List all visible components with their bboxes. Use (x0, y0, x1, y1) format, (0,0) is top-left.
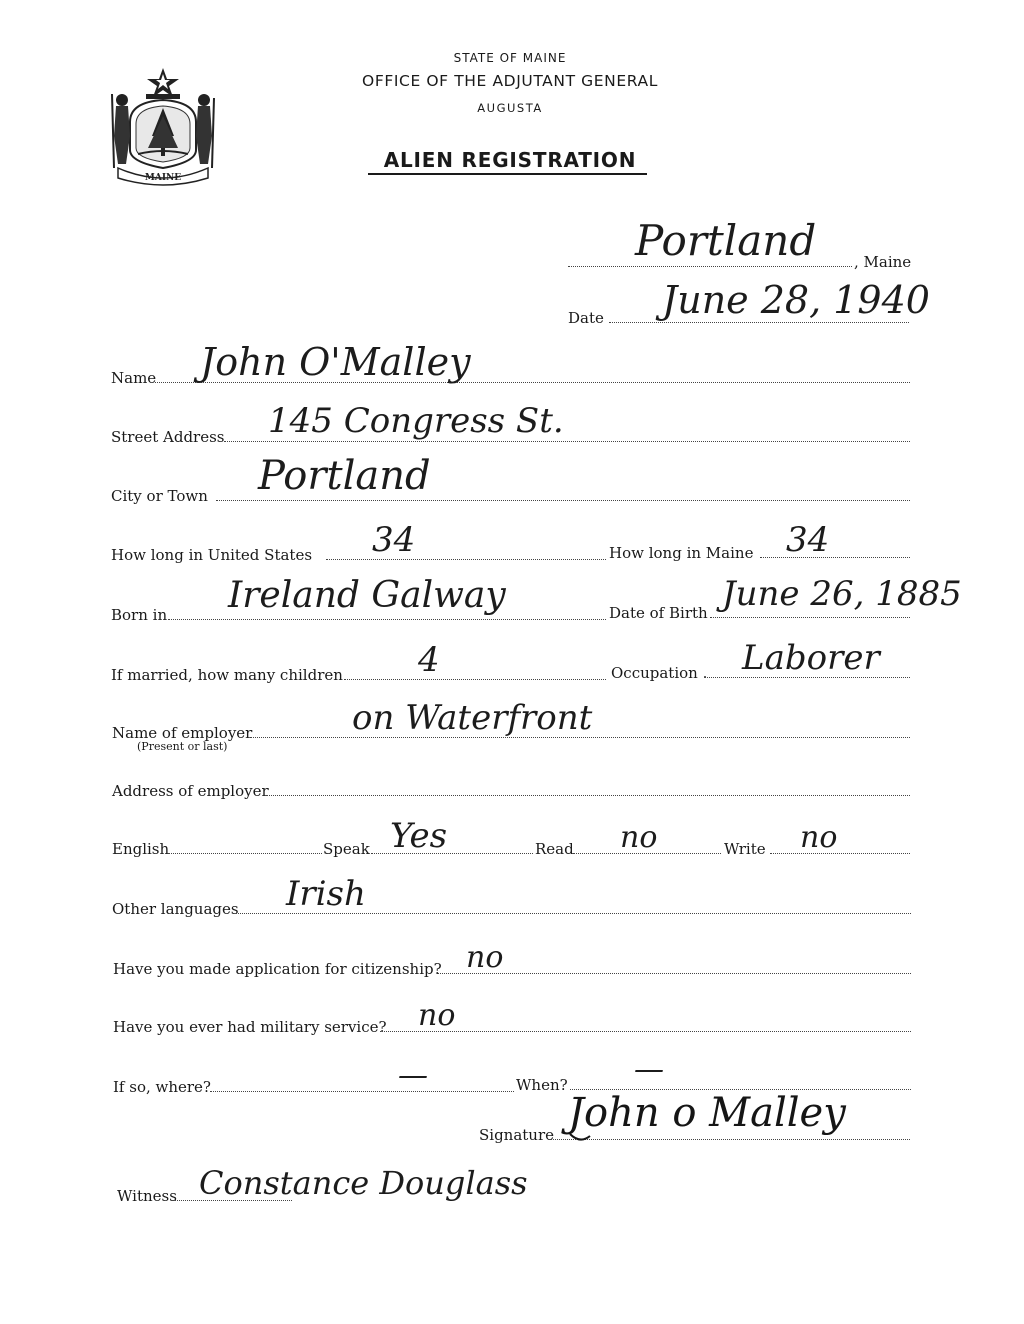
signature-handwriting (560, 1082, 920, 1152)
name-value: John O'Malley (200, 340, 471, 384)
title-underline (368, 173, 647, 175)
maine-years-label: How long in Maine (609, 544, 754, 562)
street-line (224, 441, 910, 442)
military-value: no (418, 998, 456, 1033)
us-years-value: 34 (372, 520, 416, 560)
street-label: Street Address (111, 428, 225, 446)
born-in-line (168, 619, 606, 620)
children-label: If married, how many children (111, 666, 343, 684)
children-line (344, 679, 606, 680)
city-town-label: City or Town (111, 487, 208, 505)
employer-address-label: Address of employer (112, 782, 269, 800)
header-office: OFFICE OF THE ADJUTANT GENERAL (362, 72, 658, 90)
write-label: Write (724, 840, 766, 858)
date-label: Date (568, 309, 604, 327)
signature-value: John o Malley (568, 1090, 846, 1136)
dob-label: Date of Birth (609, 604, 708, 622)
citizenship-line (438, 973, 911, 974)
other-lang-label: Other languages (112, 900, 239, 918)
where-value: — (398, 1058, 428, 1093)
read-label: Read (535, 840, 574, 858)
witness-value: Constance Douglass (199, 1164, 528, 1202)
english-label: English (112, 840, 170, 858)
occupation-label: Occupation . (611, 664, 708, 682)
date-line (609, 322, 909, 323)
born-in-label: Born in (111, 606, 168, 624)
military-line (380, 1031, 911, 1032)
form-title: ALIEN REGISTRATION (383, 148, 637, 172)
write-line (770, 853, 910, 854)
citizenship-value: no (466, 940, 504, 975)
employer-value: on Waterfront (352, 698, 593, 738)
read-value: no (620, 820, 658, 855)
maine-years-value: 34 (786, 520, 830, 560)
signature-label: Signature (479, 1126, 555, 1144)
header-state: STATE OF MAINE (453, 51, 567, 65)
header-city: AUGUSTA (477, 101, 543, 115)
citizenship-label: Have you made application for citizenship? (113, 960, 442, 978)
place-value: Portland (635, 216, 817, 265)
children-value: 4 (418, 640, 440, 680)
maine-seal-logo (108, 64, 218, 190)
born-in-value: Ireland Galway (228, 575, 506, 616)
employer-label: Name of employer (112, 724, 253, 742)
date-value: June 28, 1940 (662, 278, 930, 322)
witness-label: Witness (117, 1187, 177, 1205)
street-value: 145 Congress St. (268, 401, 564, 441)
seal-banner-text: MAINE (144, 173, 182, 183)
maine-years-line (760, 557, 910, 558)
us-years-line (326, 559, 606, 560)
when-label: When? (516, 1076, 568, 1094)
us-years-label: How long in United States (111, 546, 313, 564)
occupation-value: Laborer (742, 638, 880, 678)
city-town-line (216, 500, 910, 501)
where-label: If so, where? (113, 1078, 211, 1096)
when-value: — (634, 1052, 664, 1087)
city-town-value: Portland (258, 453, 431, 499)
english-line (168, 853, 322, 854)
dob-line (710, 617, 910, 618)
name-label: Name (111, 369, 157, 387)
speak-value: Yes (390, 816, 448, 856)
employer-note: (Present or last) (137, 740, 228, 753)
dob-value: June 26, 1885 (722, 574, 962, 614)
where-line (210, 1091, 514, 1092)
witness-handwriting (195, 1162, 645, 1226)
write-value: no (800, 820, 838, 855)
maine-label: , Maine (854, 253, 912, 271)
place-line (568, 266, 852, 267)
employer-address-line (266, 795, 910, 796)
military-label: Have you ever had military service? (113, 1018, 387, 1036)
speak-label: Speak (323, 840, 370, 858)
other-lang-value: Irish (286, 874, 366, 914)
